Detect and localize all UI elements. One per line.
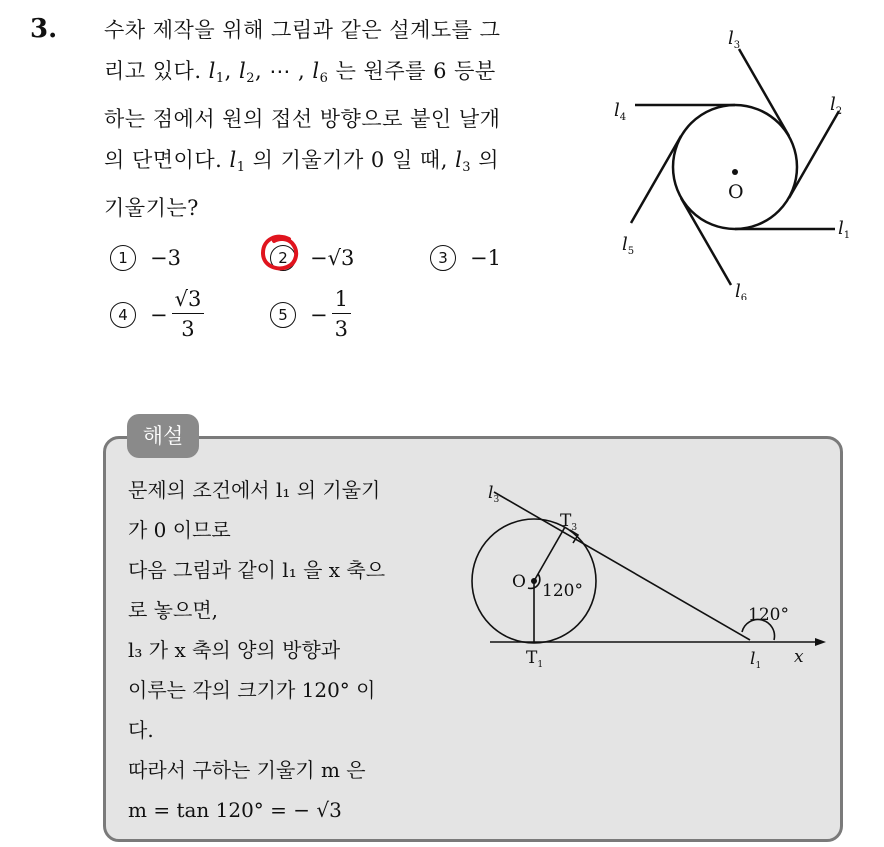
waterwheel-figure <box>600 10 870 300</box>
solution-figure <box>470 470 840 680</box>
choice-number: 1 <box>110 245 136 271</box>
choice-value: −1 <box>470 246 501 270</box>
label-l3: $l_3$ <box>728 28 741 51</box>
label-l2: $l_2$ <box>830 94 843 117</box>
sol-angle-l1: 120° <box>748 605 789 625</box>
choice-fraction: $\frac{√3}{3}$ <box>172 285 205 344</box>
choice-number: 2 <box>270 245 296 271</box>
choice-3[interactable] <box>430 245 501 271</box>
label-l5: $l_5$ <box>622 234 635 257</box>
sol-label-t3: $T_3$ <box>560 511 578 533</box>
choice-1[interactable] <box>110 245 181 271</box>
solution-line: 로 놓으면, <box>128 598 218 622</box>
solution-line: 다. <box>128 718 154 742</box>
sol-label-o: O <box>512 572 526 592</box>
question-line-5: 기울기는? <box>104 196 199 220</box>
label-l6: $l_6$ <box>735 281 748 300</box>
solution-line: 다음 그림과 같이 l₁ 을 x 축으 <box>128 558 386 582</box>
sol-label-x: x <box>794 647 804 667</box>
solution-line: 따라서 구하는 기울기 m 은 <box>128 758 366 782</box>
sol-angle-o: 120° <box>542 581 583 601</box>
solution-line: l₃ 가 x 축의 양의 방향과 <box>128 638 341 662</box>
question-number: 3. <box>30 14 58 44</box>
selected-answer-mark <box>259 233 301 273</box>
label-l4: $l_4$ <box>614 100 627 123</box>
question-text <box>104 10 589 229</box>
center-label-o: O <box>728 181 744 203</box>
solution-line: 문제의 조건에서 l₁ 의 기울기 <box>128 478 381 502</box>
choice-5[interactable] <box>270 285 351 344</box>
choice-number: 4 <box>110 302 136 328</box>
solution-line: m = tan 120° = − √3 <box>128 798 342 822</box>
solution-line: 가 0 이므로 <box>128 518 231 542</box>
choice-sign: − <box>310 302 328 327</box>
question-line-1: 수차 제작을 위해 그림과 같은 설계도를 그 <box>104 18 501 42</box>
choice-value: −3 <box>150 246 181 270</box>
label-l1: $l_1$ <box>838 218 851 241</box>
choice-fraction: $\frac{1}{3}$ <box>332 285 351 344</box>
question-line-3: 하는 점에서 원의 접선 방향으로 붙인 날개 <box>104 107 501 131</box>
question-line-4: 의 단면이다. $l_1$ 의 기울기가 0 일 때, $l_3$ 의 <box>104 148 500 175</box>
choice-4[interactable] <box>110 285 204 344</box>
sol-label-l3: $l_3$ <box>488 483 500 505</box>
question-line-2: 리고 있다. $l_1$, $l_2$, ⋯ , $l_6$ 는 원주를 6 등분 <box>104 59 496 86</box>
choice-number: 3 <box>430 245 456 271</box>
solution-tab-label: 해설 <box>127 414 199 458</box>
solution-line: 이루는 각의 크기가 120° 이 <box>128 678 376 702</box>
sol-label-t1: $T_1$ <box>526 648 544 670</box>
sol-label-l1: $l_1$ <box>750 649 762 671</box>
solution-text <box>128 470 458 830</box>
choice-sign: − <box>150 302 168 327</box>
choice-value: −√3 <box>310 246 355 270</box>
choice-number: 5 <box>270 302 296 328</box>
